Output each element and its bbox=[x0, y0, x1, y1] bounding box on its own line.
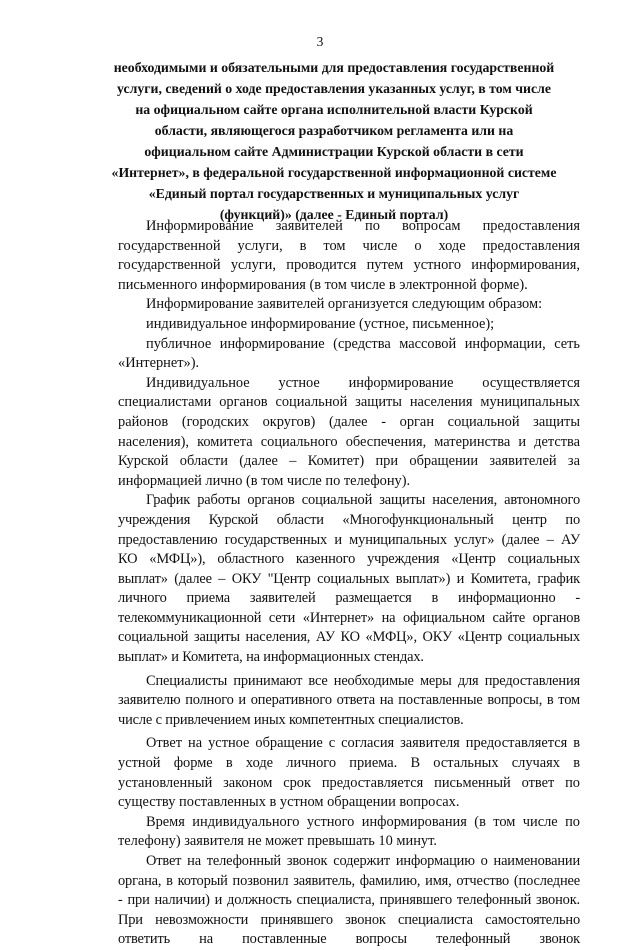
text-line: числе с привлечением иных компетентных специалистов. bbox=[118, 711, 464, 728]
text-line: органа, в который позвонил заявитель, фамилию, имя, отчество (последнее bbox=[118, 872, 580, 889]
heading-line: области, являющегося разработчиком регламента или на bbox=[154, 123, 514, 138]
text-line: Время индивидуального устного информирования (в том числе по bbox=[146, 813, 580, 830]
heading-line: «Интернет», в федеральной государственной информационной системе bbox=[111, 165, 557, 180]
paragraph bbox=[118, 374, 580, 492]
text-line: установленный законом срок предоставляется письменный ответ по bbox=[118, 774, 580, 791]
text-line: информацией лично (в том числе по телефону). bbox=[118, 472, 411, 489]
heading-line: услуги, сведений о ходе предоставления указанных услуг, в том числе bbox=[117, 81, 551, 96]
page-number: 3 bbox=[316, 34, 324, 49]
paragraph bbox=[118, 335, 580, 374]
text-line: Ответ на телефонный звонок содержит информацию о наименовании bbox=[146, 853, 580, 869]
paragraph bbox=[118, 315, 580, 335]
text-line: социальной защиты населения, АУ КО «МФЦ», ОКУ «Центр социальных bbox=[118, 629, 580, 646]
text-line: предоставлению государственных и муниципальных услуг» (далее – АУ bbox=[118, 531, 580, 548]
text-line: устной форме в ходе личного приема. В остальных случаях в bbox=[118, 755, 580, 772]
text-line: График работы органов социальной защиты населения, автономного bbox=[146, 492, 580, 509]
text-line: публичное информирование (средства массовой информации, сеть bbox=[146, 335, 580, 352]
text-line: районов (городских округов) (далее - орган социальной защиты bbox=[118, 413, 580, 430]
heading-line: (функций)» (далее - Единый портал) bbox=[219, 207, 449, 222]
text-line: письменного информирования (в том числе в электронной форме). bbox=[118, 276, 528, 293]
paragraph bbox=[118, 672, 580, 731]
text-line: - при наличии) и должность специалиста, принявшего телефонный звонок. bbox=[118, 892, 580, 909]
text-line: государственной услуги, проводится путем устного информирования, bbox=[118, 257, 580, 274]
text-line: телекоммуникационной сети «Интернет» на официальном сайте органов bbox=[118, 609, 580, 626]
text-line: индивидуальное информирование (устное, письменное); bbox=[146, 315, 495, 332]
text-line: населения), комитета социального обеспечения, материнства и детства bbox=[118, 433, 580, 450]
heading-line: «Единый портал государственных и муниципальных услуг bbox=[148, 186, 520, 201]
heading-line: на официальном сайте органа исполнительной власти Курской bbox=[135, 102, 533, 117]
text-line: Курской области (далее – Комитет) при обращении заявителей за bbox=[118, 453, 580, 470]
paragraph bbox=[118, 852, 580, 950]
text-line: специалистами органов социальной защиты населения муниципальных bbox=[118, 394, 580, 411]
text-line: государственной услуги, в том числе о ходе предоставления bbox=[118, 237, 580, 254]
text-line: личного приема заявителей размещается в информационно - bbox=[118, 590, 580, 607]
text-line: Ответ на устное обращение с согласия заявителя предоставляется в bbox=[146, 735, 580, 752]
text-line: КО «МФЦ»), областного казенного учреждения «Центр социальных bbox=[118, 551, 580, 568]
paragraph bbox=[118, 491, 580, 667]
paragraph bbox=[118, 734, 580, 812]
text-line: выплат» (далее – ОКУ "Центр социальных выплат») и Комитета, график bbox=[118, 570, 580, 587]
paragraph bbox=[118, 217, 580, 295]
text-line: Информирование заявителей организуется следующим образом: bbox=[146, 296, 543, 313]
text-line: При невозможности принявшего звонок специалиста самостоятельно bbox=[118, 911, 580, 928]
text-line: выплат» и Комитета, на информационных стендах. bbox=[118, 649, 424, 666]
text-line: учреждения Курской области «Многофункциональный центр по bbox=[118, 511, 580, 528]
text-line: «Интернет»). bbox=[118, 355, 200, 372]
heading-line: необходимыми и обязательными для предоставления государственной bbox=[113, 60, 555, 75]
text-line: существу поставленных в устном обращении вопросах. bbox=[118, 794, 460, 811]
text-line: Информирование заявителей по вопросам предоставления bbox=[146, 218, 580, 234]
paragraph bbox=[118, 813, 580, 852]
text-line: Специалисты принимают все необходимые меры для предоставления bbox=[146, 672, 580, 689]
paragraph bbox=[118, 295, 580, 315]
document-body bbox=[118, 217, 580, 950]
heading-line: официальном сайте Администрации Курской области в сети bbox=[144, 144, 524, 159]
section-heading bbox=[86, 57, 582, 225]
text-line: ответить на поставленные вопросы телефонный звонок bbox=[118, 931, 580, 948]
text-line: телефону) заявителя не может превышать 10 минут. bbox=[118, 833, 437, 850]
text-line: заявителю полного и оперативного ответа на поставленные вопросы, в том bbox=[118, 692, 580, 709]
text-line: Индивидуальное устное информирование осуществляется bbox=[146, 374, 580, 391]
